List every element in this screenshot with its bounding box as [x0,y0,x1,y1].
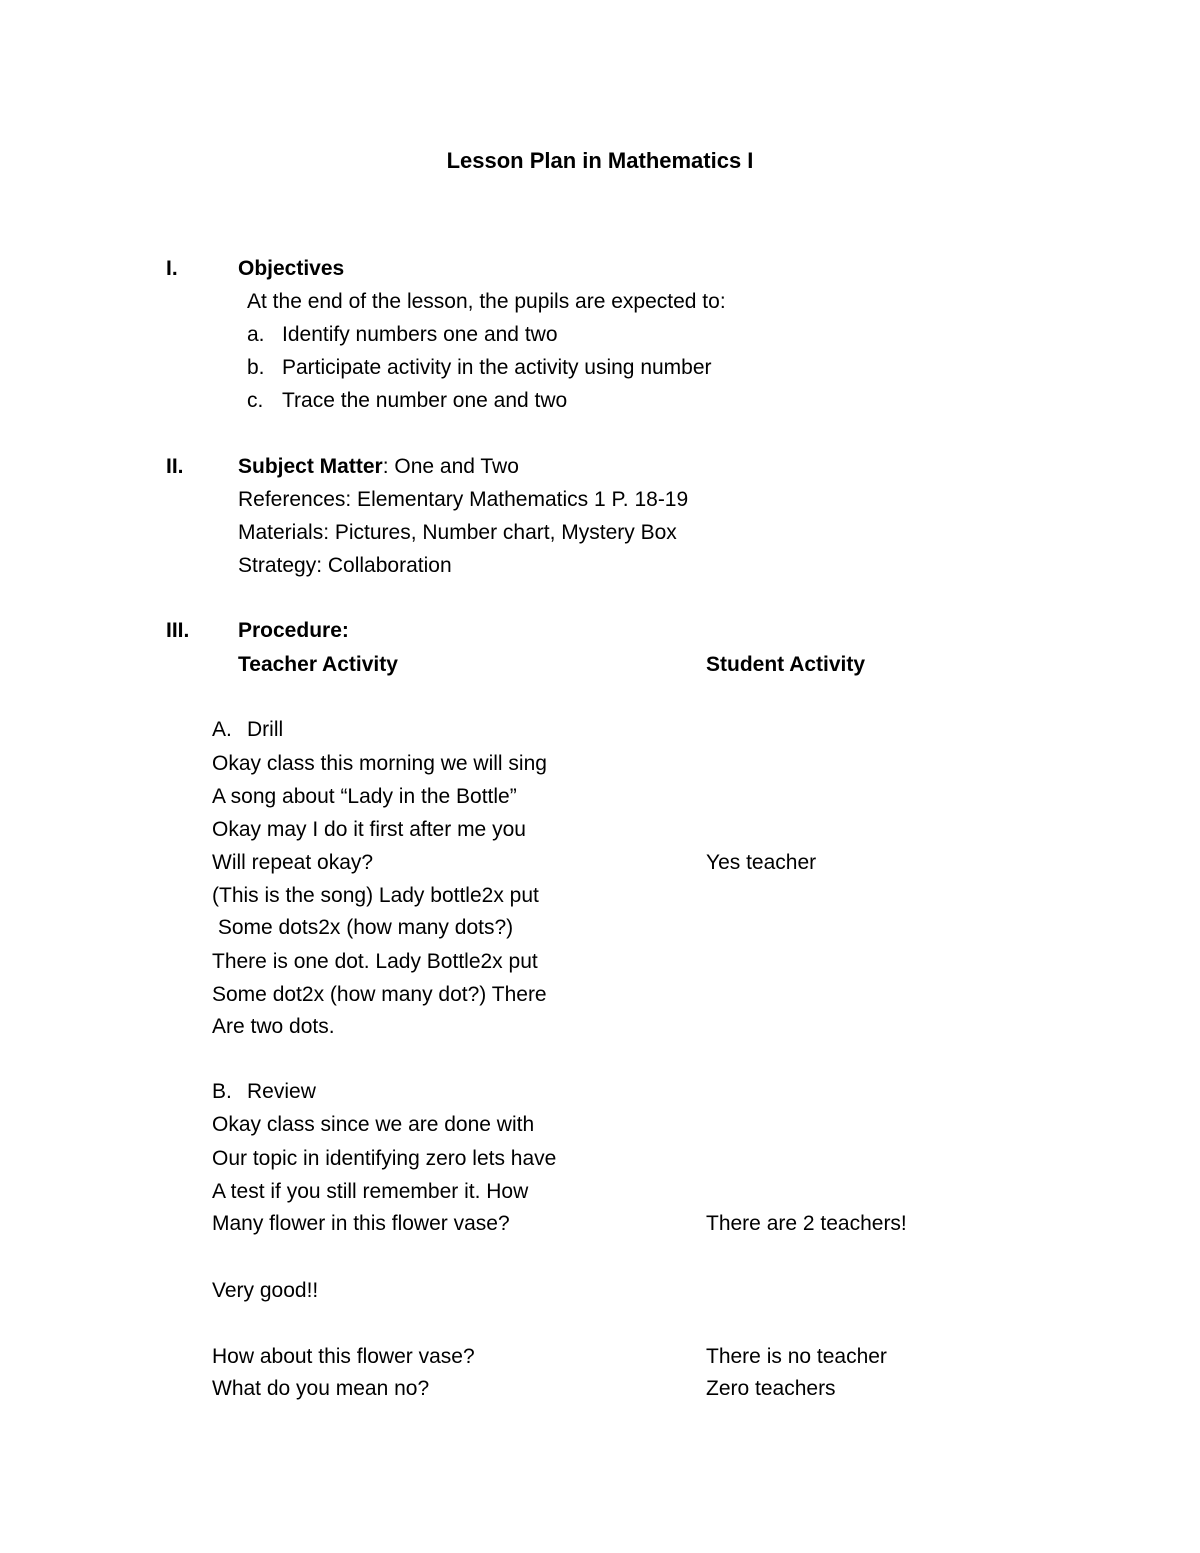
section-numeral-subject-matter: II. [166,455,184,478]
student-activity-header: Student Activity [706,653,866,676]
student-response: Yes teacher [706,851,817,874]
drill-letter: A. [212,718,232,741]
teacher-line: Very good!! [212,1279,319,1302]
objective-item-letter: a. [247,323,265,346]
review-title: Review [247,1080,316,1103]
student-response: There is no teacher [706,1345,887,1368]
teacher-line: (This is the song) Lady bottle2x put [212,884,539,907]
teacher-line: Will repeat okay? [212,851,374,874]
teacher-line: How about this flower vase? [212,1345,475,1368]
materials-line: Materials: Pictures, Number chart, Mystery Box [238,521,677,544]
objective-item-letter: c. [247,389,264,412]
objective-item-text: Trace the number one and two [282,389,568,412]
drill-title: Drill [247,718,284,741]
teacher-line: Some dot2x (how many dot?) There [212,983,547,1006]
teacher-line: Okay class since we are done with [212,1113,535,1136]
subject-matter-line [238,456,519,477]
procedure-heading: Procedure: [238,619,349,642]
teacher-line: Some dots2x (how many dots?) [212,916,514,939]
subject-matter-value: : One and Two [382,455,519,478]
section-numeral-procedure: III. [166,619,190,642]
student-response: Zero teachers [706,1377,836,1400]
objectives-heading: Objectives [238,257,345,280]
subject-matter-heading: Subject Matter [238,455,383,478]
teacher-line: Okay class this morning we will sing [212,752,547,775]
teacher-line: Okay may I do it first after me you [212,818,526,841]
student-response: There are 2 teachers! [706,1212,907,1235]
objective-item-letter: b. [247,356,265,379]
teacher-line: A song about “Lady in the Bottle” [212,785,517,808]
review-letter: B. [212,1080,232,1103]
section-numeral-objectives: I. [166,257,178,280]
page-title: Lesson Plan in Mathematics I [446,148,754,173]
objectives-intro: At the end of the lesson, the pupils are expected to: [247,290,726,313]
teacher-line: A test if you still remember it. How [212,1180,529,1203]
teacher-line: Are two dots. [212,1015,335,1038]
strategy-line: Strategy: Collaboration [238,554,452,577]
teacher-line: What do you mean no? [212,1377,430,1400]
teacher-activity-header: Teacher Activity [238,653,398,676]
teacher-line: Many flower in this flower vase? [212,1212,510,1235]
references-line: References: Elementary Mathematics 1 P. 18-19 [238,488,689,511]
teacher-line: There is one dot. Lady Bottle2x put [212,950,538,973]
teacher-line: Our topic in identifying zero lets have [212,1147,557,1170]
objective-item-text: Identify numbers one and two [282,323,558,346]
objective-item-text: Participate activity in the activity using number [282,356,712,379]
